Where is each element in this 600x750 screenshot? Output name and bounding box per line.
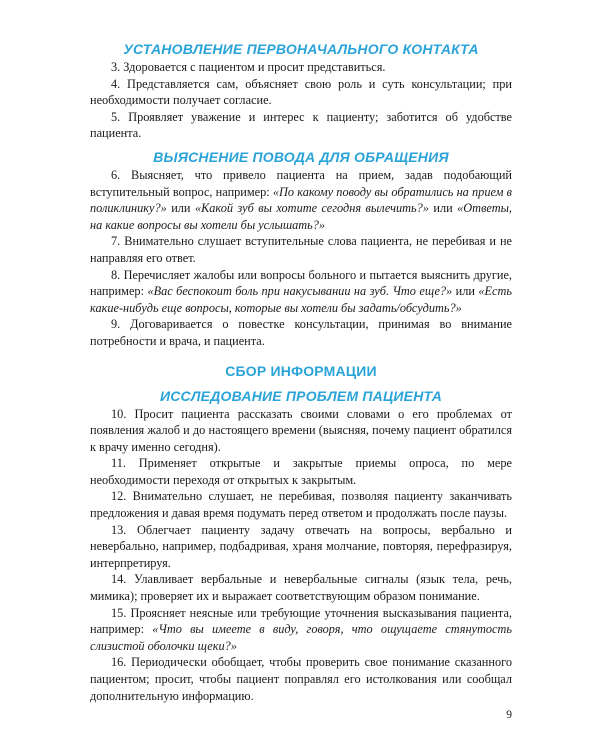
item-10: 10. Просит пациента рассказать своими словами о его проблемах от появления жалоб и до настоящего времени (выясняя, почему пациент обратился к врачу именно сегодня). bbox=[90, 406, 512, 454]
item-6-quote-2: «Какой зуб вы хотите сегодня вылечить?» bbox=[194, 201, 429, 216]
item-6-or-1: или bbox=[166, 201, 195, 216]
item-6 bbox=[90, 167, 512, 233]
item-16: 16. Периодически обобщает, чтобы проверить свое понимание сказанного пациентом; просит, чтобы пациент поправлял его истолкования или сообщал дополнительную информацию. bbox=[90, 655, 512, 703]
item-14: 14. Улавливает вербальные и невербальные сигналы (язык тела, речь, мимика); проверяет их и выражает соответствующим образом понимание. bbox=[90, 572, 512, 604]
item-13: 13. Облегчает пациенту задачу отвечать на вопросы, вербально и невербально, например, подбадривая, храня молчание, повторяя, перефразируя, интерпретируя. bbox=[90, 522, 512, 570]
section-heading-information-gathering: СБОР ИНФОРМАЦИИ bbox=[225, 362, 377, 379]
item-15 bbox=[90, 605, 512, 655]
item-6-or-2: или bbox=[428, 201, 458, 216]
item-11: 11. Применяет открытые и закрытые приемы опроса, по мере необходимости переходя от открытых к закрытым. bbox=[90, 456, 512, 487]
page-number: 9 bbox=[506, 709, 512, 721]
section-heading-initial-contact: УСТАНОВЛЕНИЕ ПЕРВОНАЧАЛЬНОГО КОНТАКТА bbox=[123, 41, 479, 57]
item-5: 5. Проявляет уважение и интерес к пациенту; заботится об удобстве пациента. bbox=[90, 109, 512, 141]
item-8-quote-1: «Вас беспокоит боль при накусывании на зуб. Что еще?» bbox=[147, 284, 453, 299]
item-7: 7. Внимательно слушает вступительные слова пациента, не перебивая и не направляя его ответ. bbox=[90, 234, 512, 265]
item-15-text: 15. Проясняет неясные или требующие уточнения высказывания пациента, например: bbox=[90, 605, 512, 637]
item-6-text: 6. Выясняет, что привело пациента на прием, задав подобающий вступительный вопрос, например: bbox=[90, 167, 512, 199]
section-heading-reason-for-visit: ВЫЯСНЕНИЕ ПОВОДА ДЛЯ ОБРАЩЕНИЯ bbox=[153, 148, 449, 165]
item-6-quote-3: «Ответы, на какие вопросы вы хотели бы услышать?» bbox=[90, 201, 512, 232]
item-8-quote-2: «Есть какие-нибудь еще вопросы, которые вы хотели бы задать/обсудить?» bbox=[90, 284, 512, 315]
item-6-quote-1: «По какому поводу вы обратились на прием в поликлинику?» bbox=[90, 184, 512, 216]
item-4: 4. Представляется сам, объясняет свою роль и суть консультации; при необходимости получает согласие. bbox=[90, 76, 512, 108]
document-page bbox=[90, 40, 512, 704]
item-8-text: 8. Перечисляет жалобы или вопросы больного и пытается выяснить другие, например: bbox=[90, 267, 512, 299]
item-3: 3. Здоровается с пациентом и просит представиться. bbox=[111, 60, 386, 74]
item-8 bbox=[90, 267, 512, 317]
section-heading-exploring-problems: ИССЛЕДОВАНИЕ ПРОБЛЕМ ПАЦИЕНТА bbox=[159, 387, 443, 404]
item-12: 12. Внимательно слушает, не перебивая, позволяя пациенту заканчивать предложения и давая время подумать перед ответом и продолжать после паузы. bbox=[90, 489, 512, 521]
item-8-or: или bbox=[452, 284, 479, 299]
item-9: 9. Договаривается о повестке консультации, принимая во внимание потребности и врача, и пациента. bbox=[90, 317, 512, 348]
item-15-quote: «Что вы имеете в виду, говоря, что ощущаете стянутость слизистой оболочки щеки?» bbox=[90, 622, 512, 653]
